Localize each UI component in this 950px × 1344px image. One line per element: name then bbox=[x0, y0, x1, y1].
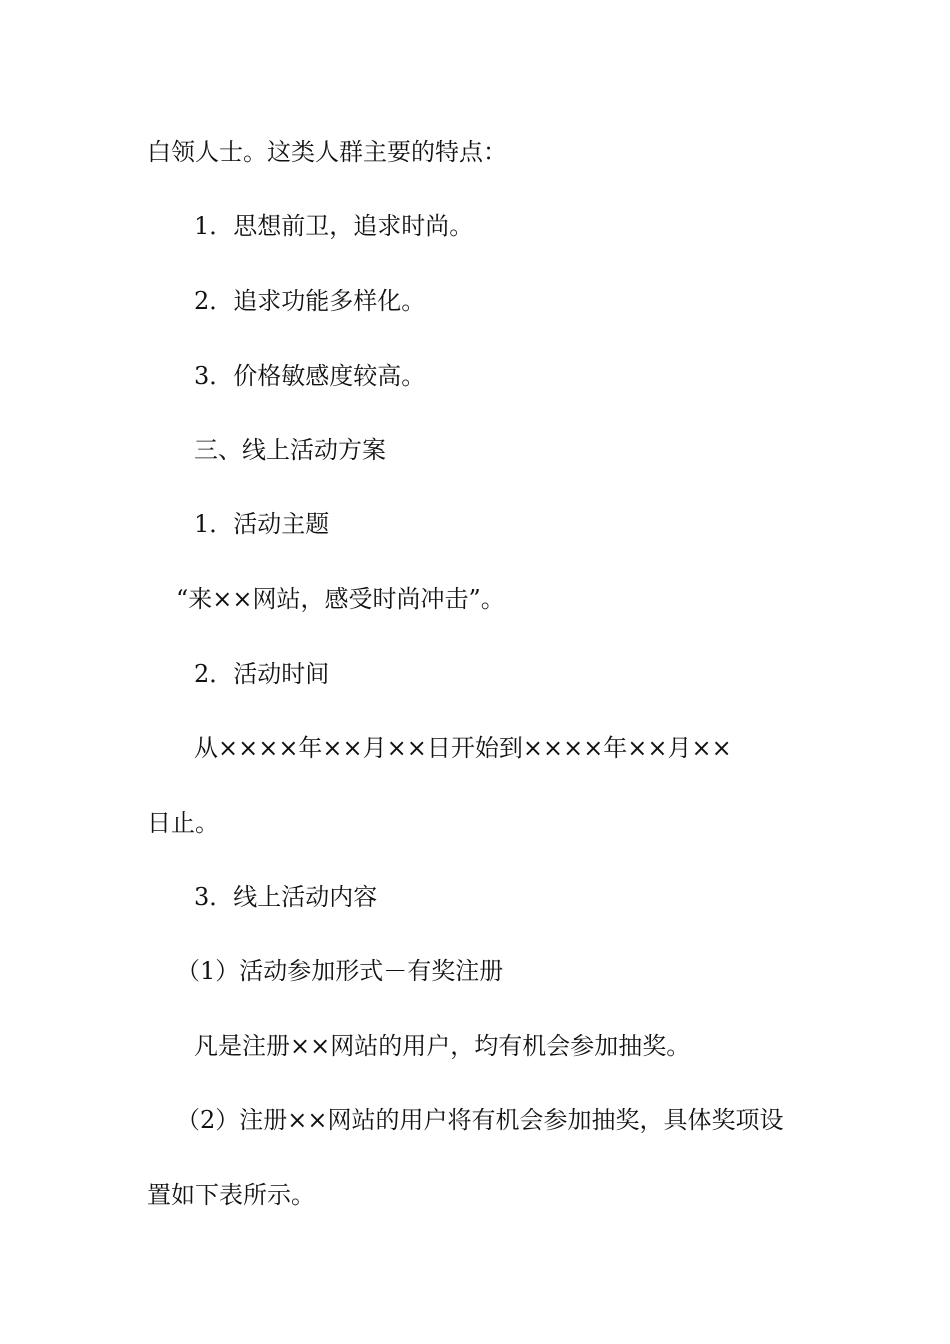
registration-lottery-text: 凡是注册××网站的用户，均有机会参加抽奖。 bbox=[194, 1032, 691, 1060]
section-heading: 三、线上活动方案 bbox=[194, 436, 386, 464]
activity-time-text-line-1: 从××××年××月××日开始到××××年××月×× bbox=[194, 734, 732, 762]
prize-setting-text-line-1: （2）注册××网站的用户将有机会参加抽奖，具体奖项设 bbox=[176, 1106, 784, 1134]
list-item-2: 2．追求功能多样化。 bbox=[194, 287, 426, 315]
list-item-3: 3．价格敏感度较高。 bbox=[194, 362, 426, 390]
list-item-1: 1．思想前卫，追求时尚。 bbox=[194, 212, 474, 240]
prize-setting-text-line-2: 置如下表所示。 bbox=[147, 1181, 315, 1209]
activity-form-heading: （1）活动参加形式－有奖注册 bbox=[176, 957, 504, 985]
paragraph-continuation: 白领人士。这类人群主要的特点： bbox=[147, 138, 507, 166]
subheading-activity-time: 2．活动时间 bbox=[194, 660, 330, 688]
activity-theme-text: “来××网站，感受时尚冲击”。 bbox=[176, 585, 505, 613]
activity-time-text-line-2: 日止。 bbox=[147, 809, 219, 837]
subheading-online-activity-content: 3．线上活动内容 bbox=[194, 883, 378, 911]
subheading-activity-theme: 1．活动主题 bbox=[194, 510, 330, 538]
